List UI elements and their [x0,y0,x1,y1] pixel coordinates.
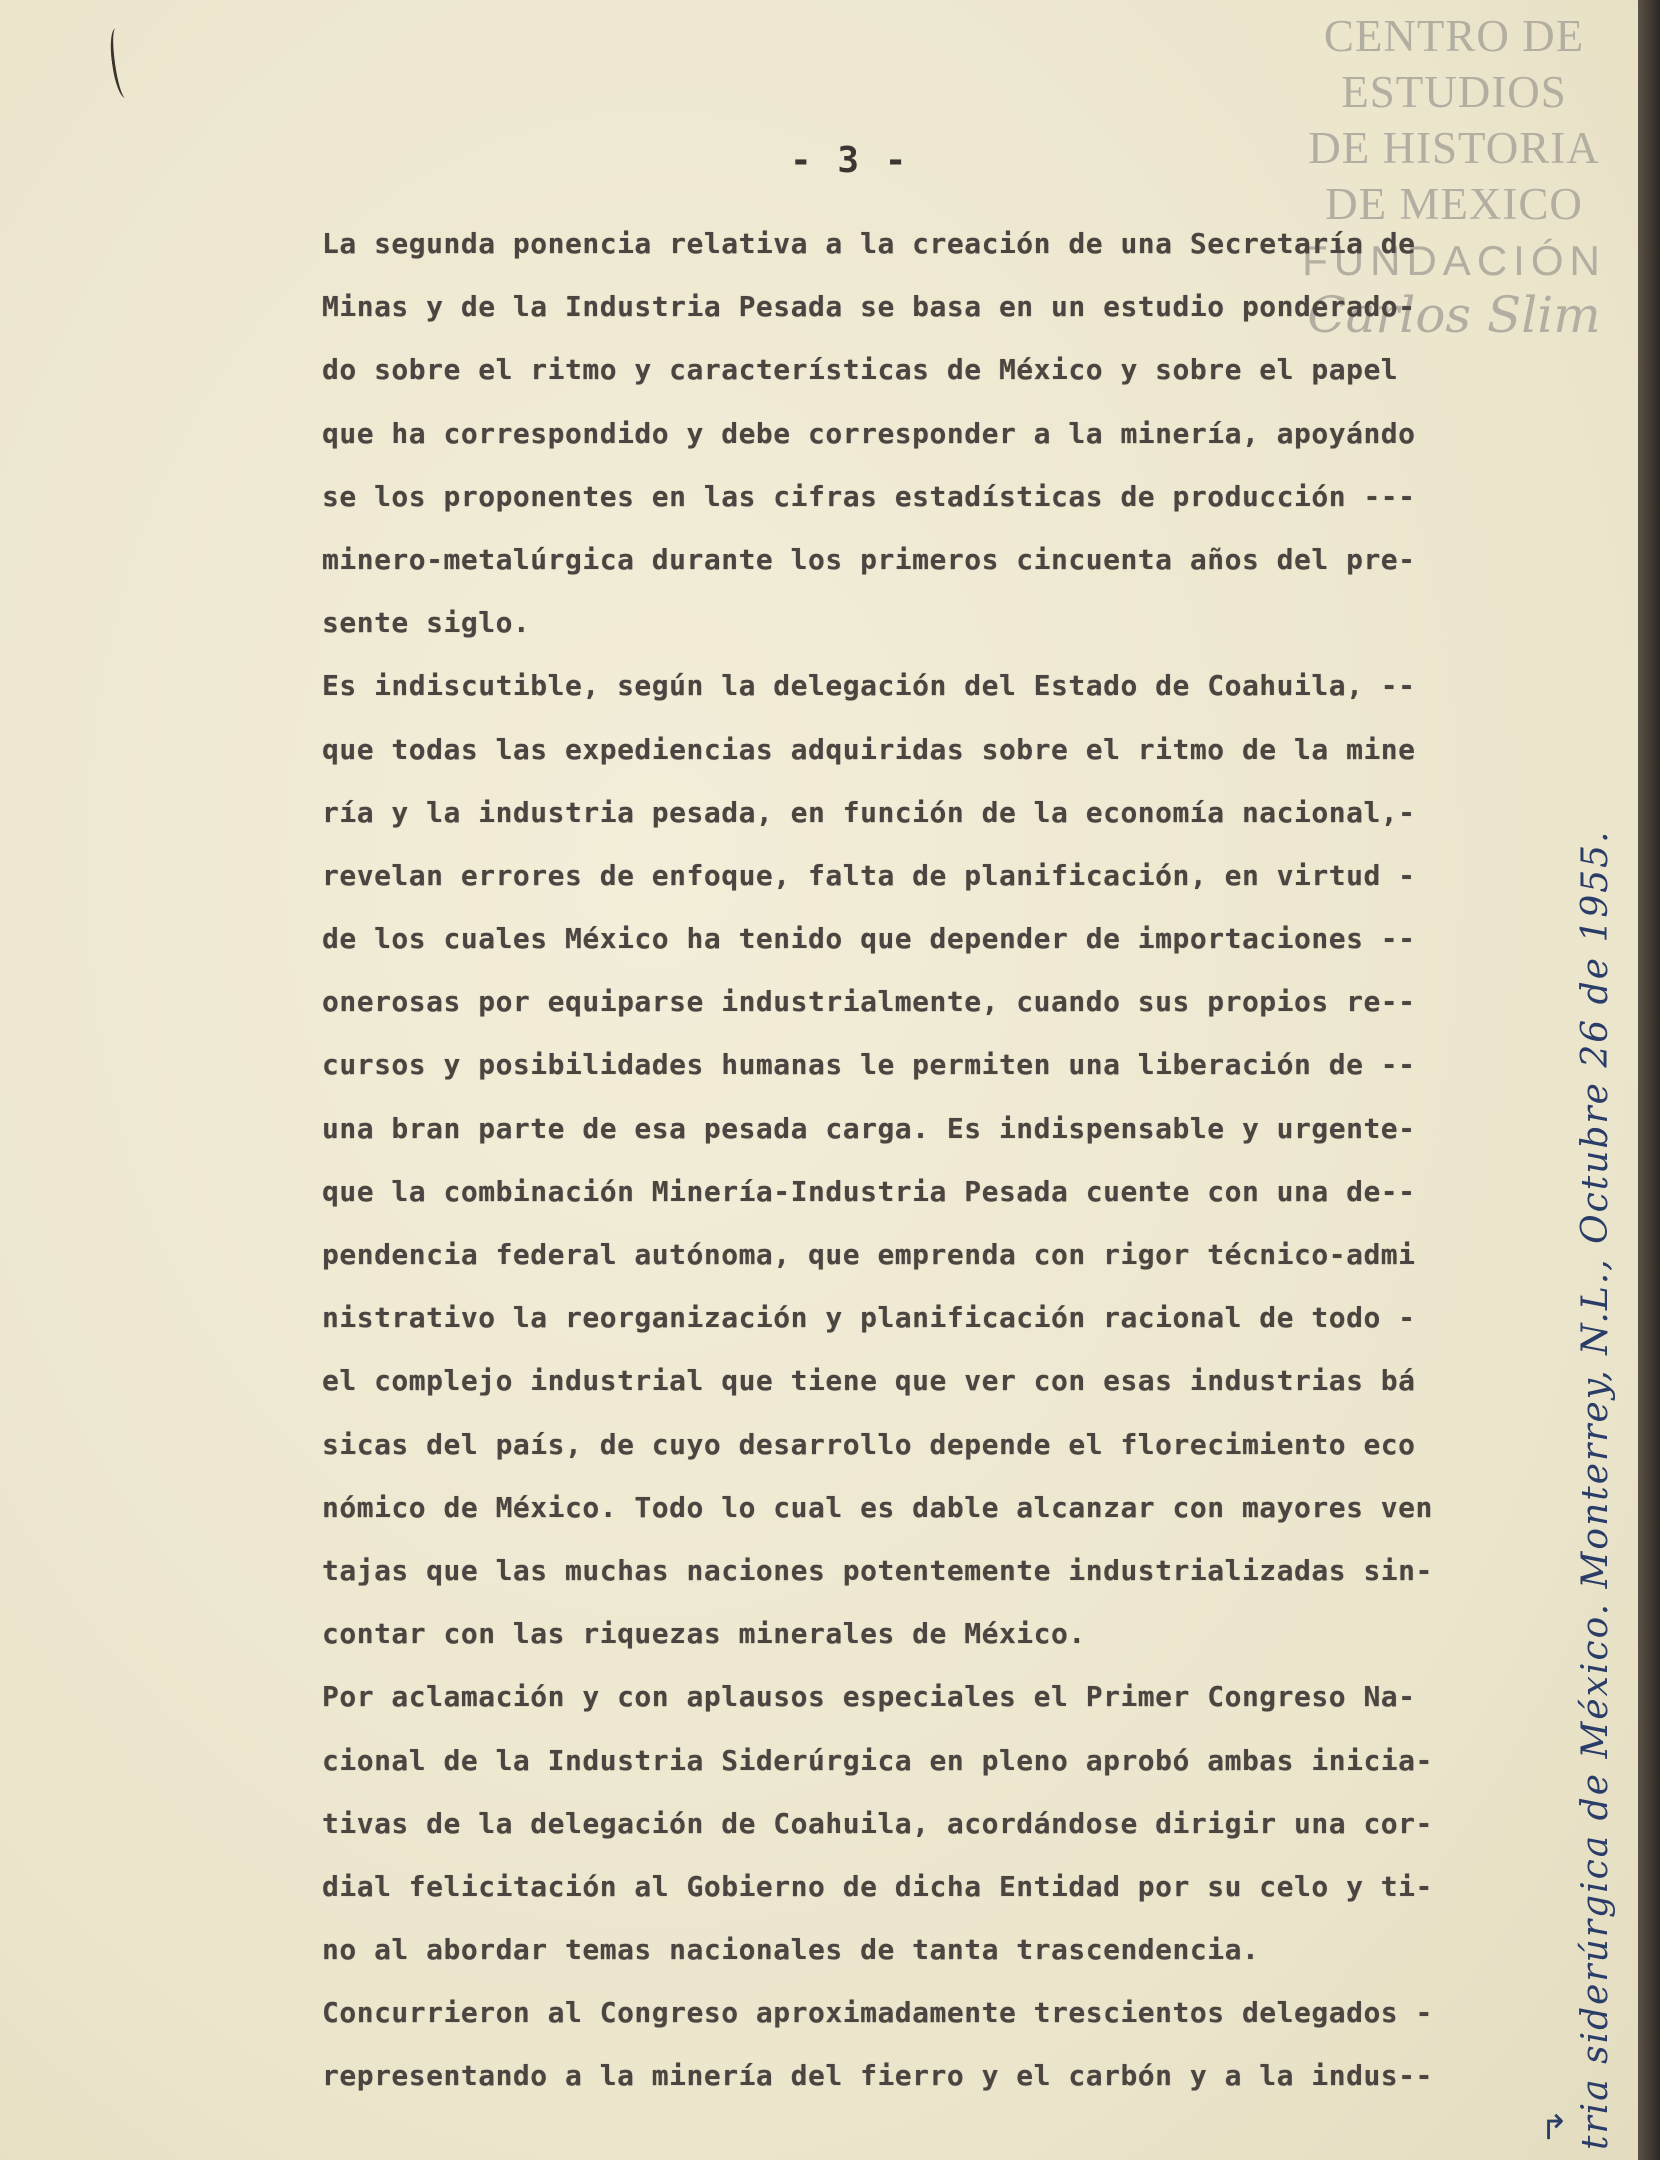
watermark-line: DE MEXICO [1325,179,1583,229]
text-line: Por aclamación y con aplausos especiales el Primer Congreso Na- [322,1680,1416,1714]
text-line: se los proponentes en las cifras estadísticas de producción --- [322,479,1416,513]
text-line: cursos y posibilidades humanas le permiten una liberación de -- [322,1048,1416,1082]
watermark-line: CENTRO DE [1323,11,1585,61]
text-line: contar con las riquezas minerales de México. [322,1617,1086,1651]
text-line: minero-metalúrgica durante los primeros cincuenta años del pre- [322,542,1416,576]
watermark-line: ESTUDIOS [1341,67,1567,117]
text-line: de los cuales México ha tenido que depender de importaciones -- [322,922,1416,956]
watermark-line: DE HISTORIA [1308,123,1600,173]
text-line: representando a la minería del fierro y el carbón y a la indus-- [322,2059,1433,2093]
text-line: dial felicitación al Gobierno de dicha Entidad por su celo y ti- [322,1869,1433,1903]
pencil-mark [107,27,134,99]
text-line: Concurrieron al Congreso aproximadamente trescientos delegados - [322,1996,1433,2030]
text-line: que todas las expediencias adquiridas sobre el ritmo de la mine [322,732,1416,766]
text-line: Minas y de la Industria Pesada se basa en un estudio ponderado- [322,290,1416,324]
text-line: que ha correspondido y debe corresponder a la minería, apoyándo [322,416,1416,450]
text-line: La segunda ponencia relativa a la creación de una Secretaría de [322,227,1416,260]
text-line: pendencia federal autónoma, que emprenda con rigor técnico-admi [322,1238,1416,1271]
text-line: nómico de México. Todo lo cual es dable alcanzar con mayores ven [322,1490,1433,1524]
text-line: ría y la industria pesada, en función de la economía nacional,- [322,795,1416,829]
text-line: tivas de la delegación de Coahuila, acordándose dirigir una cor- [322,1806,1433,1840]
text-line: revelan errores de enfoque, falta de planificación, en virtud - [322,858,1416,892]
text-line: cional de la Industria Siderúrgica en pleno aprobó ambas inicia- [322,1743,1433,1777]
text-line: tajas que las muchas naciones potentemente industrializadas sin- [322,1553,1433,1587]
text-line: sicas del país, de cuyo desarrollo depende el florecimiento eco [322,1427,1416,1461]
text-line: do sobre el ritmo y características de México y sobre el papel [322,353,1399,387]
text-line: Es indiscutible, según la delegación del Estado de Coahuila, -- [322,669,1416,703]
text-line: onerosas por equiparse industrialmente, cuando sus propios re-- [322,985,1416,1019]
handwritten-arrow-icon: ↱ [1540,2108,1569,2148]
text-line: nistrativo la reorganización y planificación racional de todo - [322,1301,1416,1335]
text-line: una bran parte de esa pesada carga. Es indispensable y urgente- [322,1111,1416,1145]
text-line: el complejo industrial que tiene que ver con esas industrias bá [322,1364,1416,1398]
page-edge-shadow [1638,0,1660,2160]
text-line: que la combinación Minería-Industria Pesada cuente con una de-- [322,1174,1416,1208]
page-number: - 3 - [790,140,909,181]
typed-body-text [322,212,1572,2108]
text-line: no al abordar temas nacionales de tanta trascendencia. [322,1933,1260,1967]
handwritten-margin-note: tria siderúrgica de México. Monterrey, N.L., Octubre 26 de 1955. [1575,829,1616,2150]
watermark-foundation: FUNDACIÓN [1302,237,1606,284]
watermark-signature: Carlos Slim [1307,286,1601,344]
text-line: sente siglo. [322,606,531,640]
